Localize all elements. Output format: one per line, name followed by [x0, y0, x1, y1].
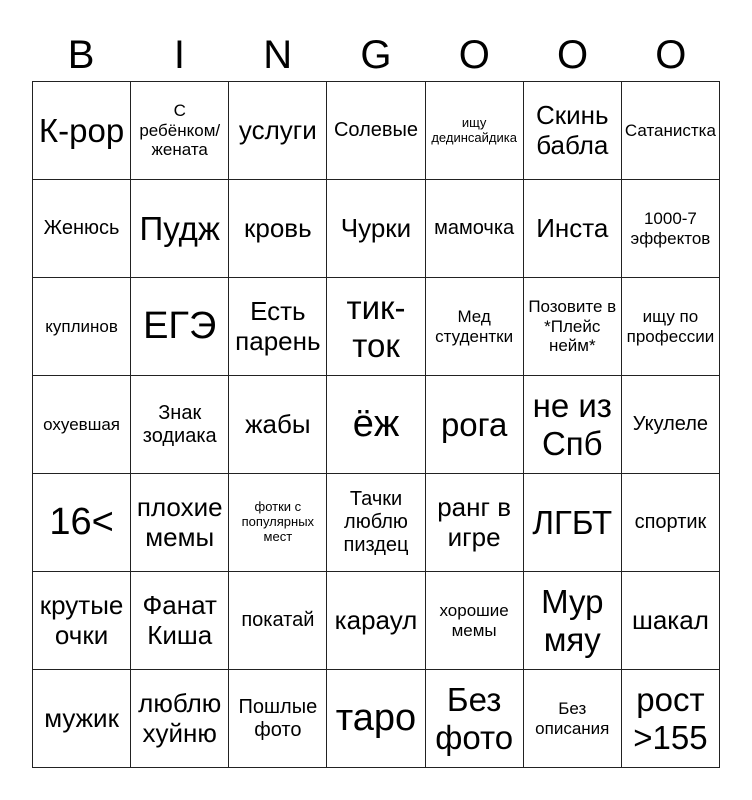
- bingo-grid: [32, 81, 720, 768]
- bingo-cell[interactable]: ищу по профессии: [622, 278, 720, 376]
- header-letter: O: [557, 33, 589, 77]
- bingo-cell[interactable]: кровь: [229, 180, 327, 278]
- bingo-header: [32, 28, 720, 82]
- bingo-cell[interactable]: не из Спб: [524, 376, 622, 474]
- bingo-cell[interactable]: ищу дединсайдика: [426, 82, 524, 180]
- bingo-cell[interactable]: 16<: [33, 474, 131, 572]
- bingo-cell[interactable]: крутые очки: [33, 572, 131, 670]
- bingo-cell[interactable]: ранг в игре: [426, 474, 524, 572]
- header-letter: B: [67, 33, 95, 77]
- bingo-cell[interactable]: С ребёнком/жената: [131, 82, 229, 180]
- bingo-cell[interactable]: Скинь бабла: [524, 82, 622, 180]
- bingo-cell[interactable]: тик-ток: [327, 278, 425, 376]
- bingo-cell[interactable]: Мур мяу: [524, 572, 622, 670]
- bingo-cell[interactable]: люблю хуйню: [131, 670, 229, 768]
- bingo-cell[interactable]: услуги: [229, 82, 327, 180]
- bingo-cell[interactable]: Позовите в *Плейс нейм*: [524, 278, 622, 376]
- bingo-cell[interactable]: Без описания: [524, 670, 622, 768]
- bingo-cell[interactable]: куплинов: [33, 278, 131, 376]
- bingo-cell[interactable]: Сатанистка: [622, 82, 720, 180]
- header-letter: G: [360, 33, 392, 77]
- bingo-cell[interactable]: Знак зодиака: [131, 376, 229, 474]
- bingo-cell[interactable]: К-рор: [33, 82, 131, 180]
- bingo-cell[interactable]: Пошлые фото: [229, 670, 327, 768]
- bingo-cell[interactable]: рост >155: [622, 670, 720, 768]
- bingo-cell[interactable]: покатай: [229, 572, 327, 670]
- bingo-cell[interactable]: ЕГЭ: [131, 278, 229, 376]
- bingo-cell[interactable]: Тачки люблю пиздец: [327, 474, 425, 572]
- bingo-cell[interactable]: Мед студентки: [426, 278, 524, 376]
- bingo-cell[interactable]: ЛГБТ: [524, 474, 622, 572]
- bingo-cell[interactable]: Фанат Киша: [131, 572, 229, 670]
- bingo-cell[interactable]: Есть парень: [229, 278, 327, 376]
- bingo-cell[interactable]: мамочка: [426, 180, 524, 278]
- bingo-cell[interactable]: фотки с популярных мест: [229, 474, 327, 572]
- bingo-cell[interactable]: таро: [327, 670, 425, 768]
- bingo-cell[interactable]: Пудж: [131, 180, 229, 278]
- bingo-cell[interactable]: ёж: [327, 376, 425, 474]
- bingo-cell[interactable]: рога: [426, 376, 524, 474]
- bingo-cell[interactable]: Укулеле: [622, 376, 720, 474]
- bingo-cell[interactable]: плохие мемы: [131, 474, 229, 572]
- bingo-cell[interactable]: караул: [327, 572, 425, 670]
- bingo-cell[interactable]: мужик: [33, 670, 131, 768]
- bingo-cell[interactable]: 1000-7 эффектов: [622, 180, 720, 278]
- bingo-cell[interactable]: Женюсь: [33, 180, 131, 278]
- header-letter: O: [655, 33, 687, 77]
- bingo-cell[interactable]: Инста: [524, 180, 622, 278]
- bingo-cell[interactable]: Без фото: [426, 670, 524, 768]
- bingo-cell[interactable]: спортик: [622, 474, 720, 572]
- bingo-cell[interactable]: шакал: [622, 572, 720, 670]
- header-letter: N: [263, 33, 293, 77]
- bingo-cell[interactable]: Солевые: [327, 82, 425, 180]
- bingo-cell[interactable]: жабы: [229, 376, 327, 474]
- bingo-cell[interactable]: Чурки: [327, 180, 425, 278]
- header-letter: O: [458, 33, 490, 77]
- bingo-cell[interactable]: охуевшая: [33, 376, 131, 474]
- header-letter: I: [173, 33, 185, 77]
- bingo-cell[interactable]: хорошие мемы: [426, 572, 524, 670]
